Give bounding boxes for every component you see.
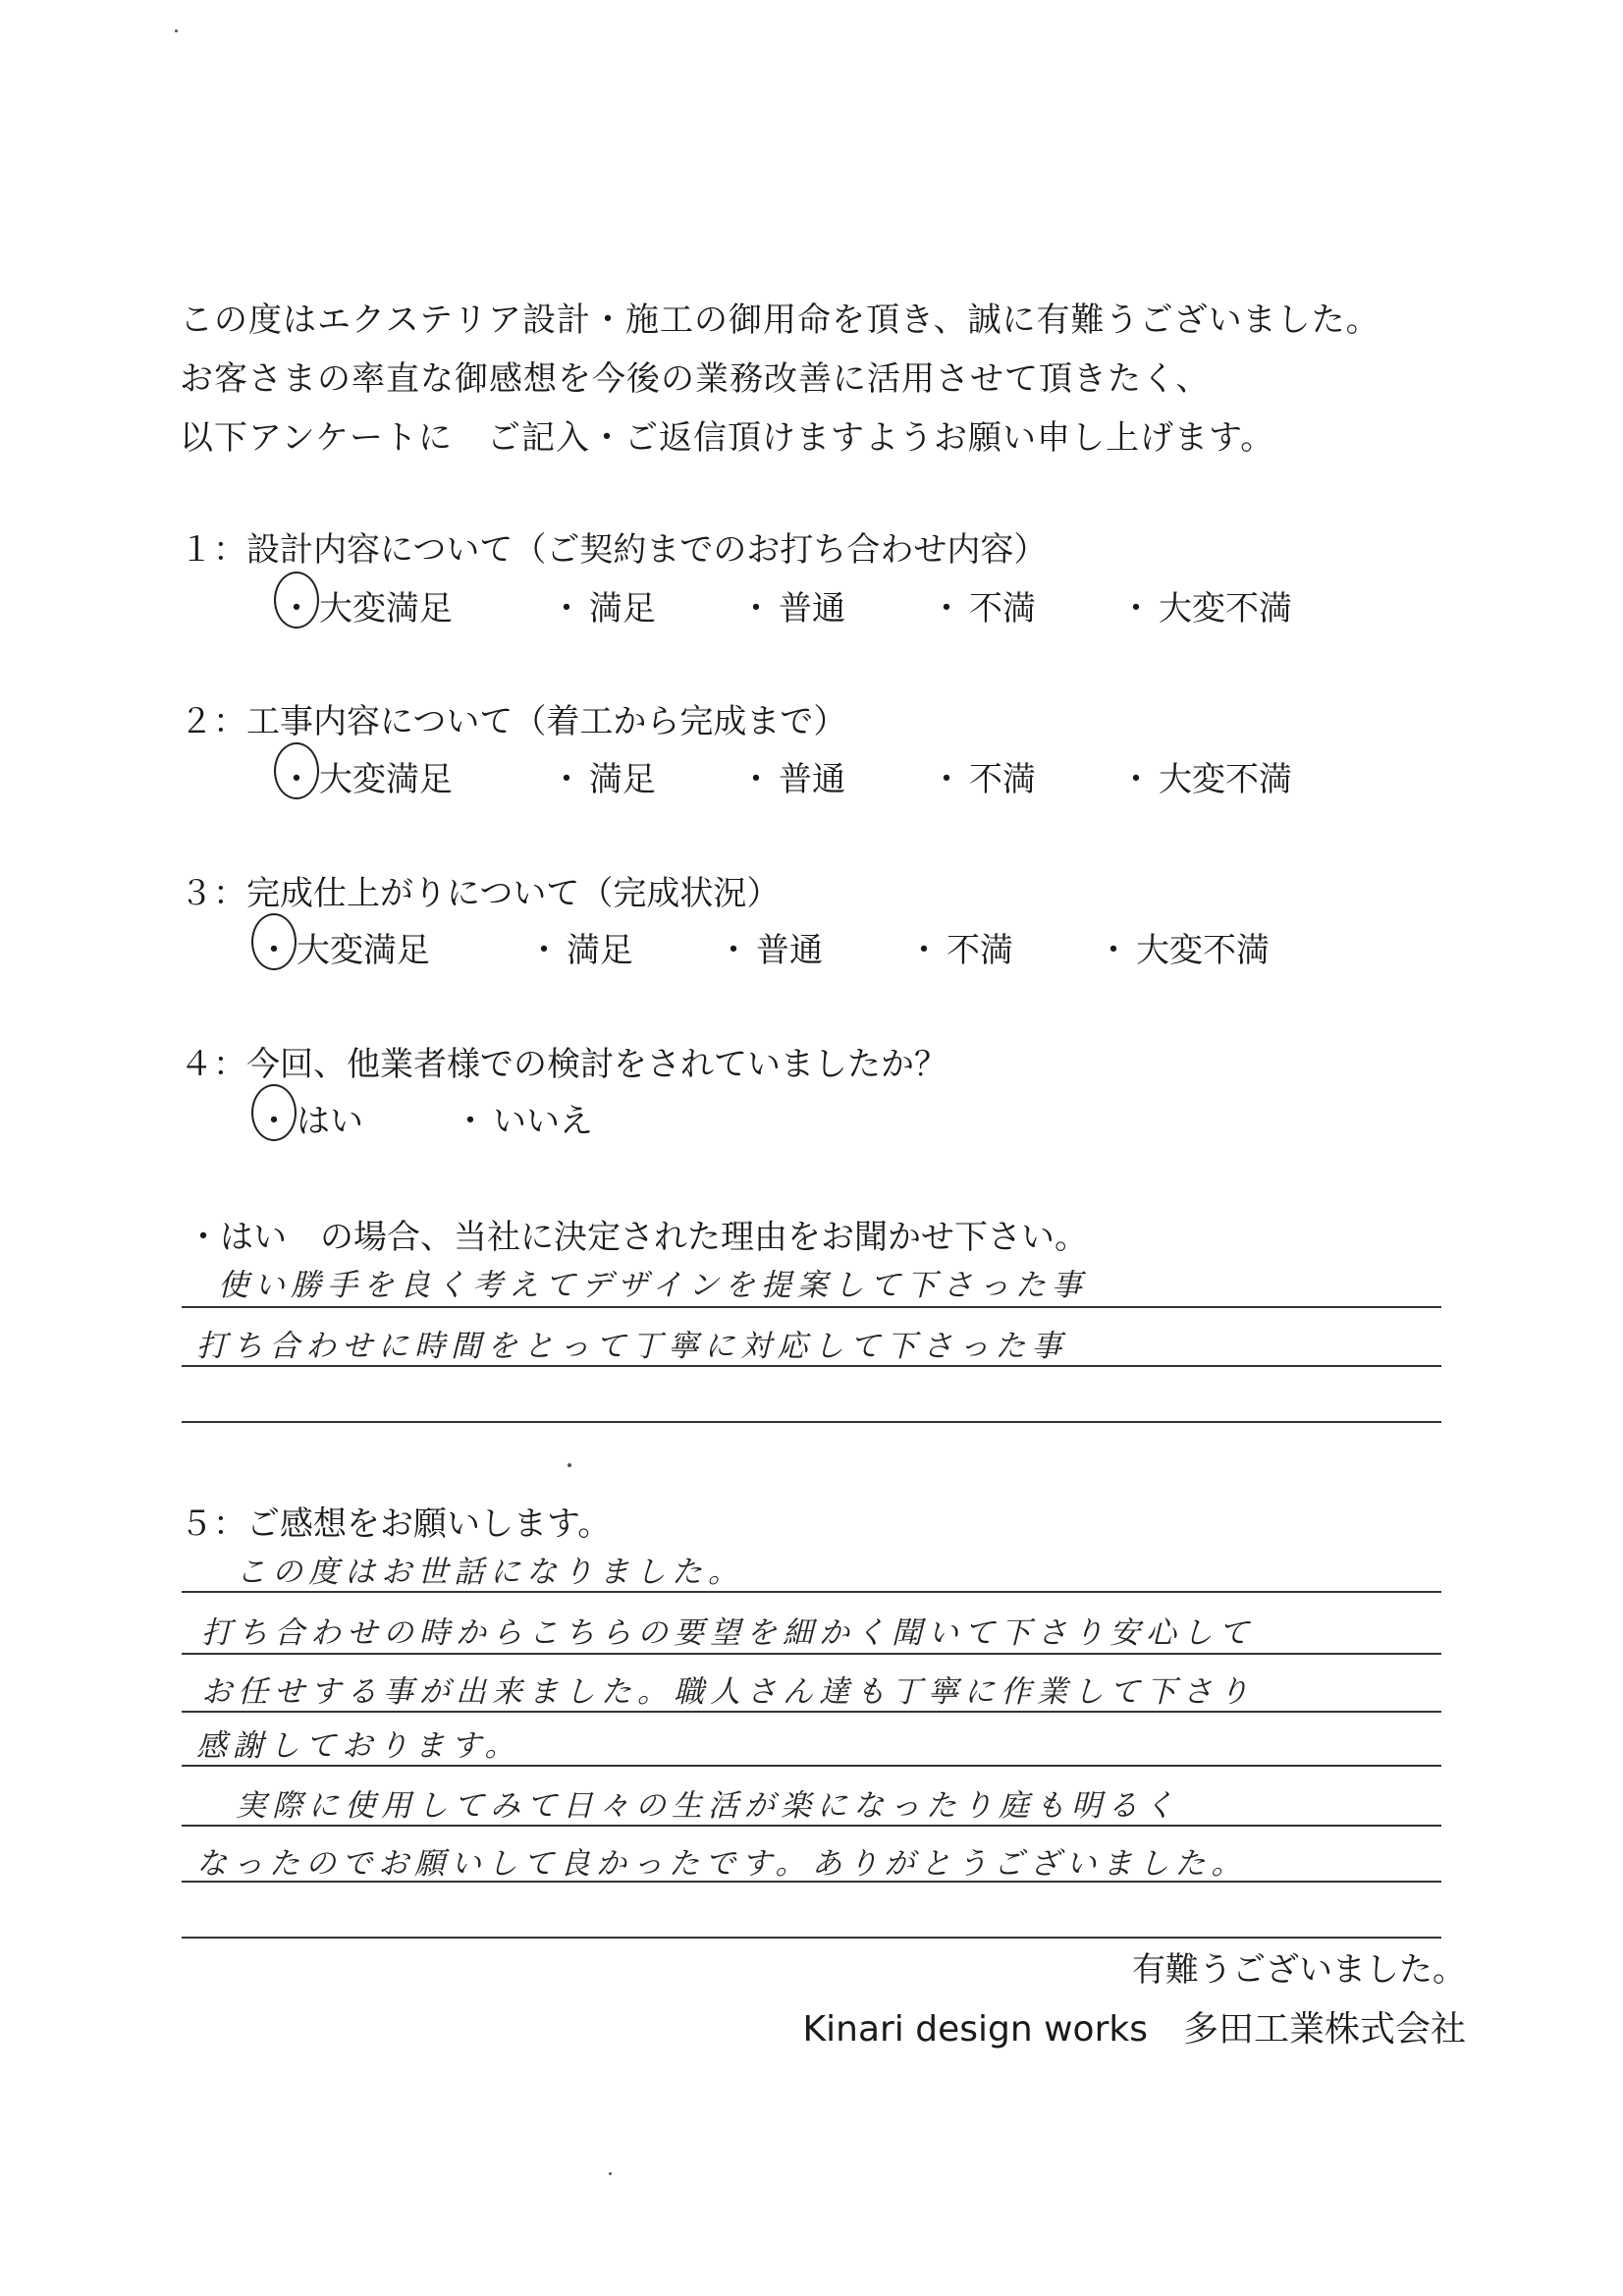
answer-line <box>182 1881 1441 1883</box>
question-3: ３：完成仕上がりについて（完成状況） <box>180 874 781 913</box>
company-name: Kinari design works 多田工業株式会社 <box>802 2009 1466 2050</box>
option-normal[interactable]: ・ 普通 <box>739 589 845 629</box>
answer-line <box>182 1421 1441 1423</box>
selected-circle <box>274 742 319 799</box>
option-normal[interactable]: ・ 普通 <box>717 931 823 970</box>
option-very-dissatisfied[interactable]: ・ 大変不満 <box>1119 760 1292 799</box>
scan-speck <box>175 29 178 32</box>
question-5: ５：ご感想をお願いします。 <box>180 1504 612 1544</box>
intro-line-2: お客さまの率直な御感想を今後の業務改善に活用させて頂きたく、 <box>180 359 1211 399</box>
option-normal[interactable]: ・ 普通 <box>739 760 845 799</box>
question-1: １：設計内容について（ご契約までのお打ち合わせ内容） <box>180 530 1048 570</box>
option-very-satisfied[interactable]: ・ 大変満足 <box>257 923 430 971</box>
scan-speck <box>568 1463 571 1467</box>
handwritten-comment-3: お任せする事が出来ました。職人さん達も丁寧に作業して下さり <box>201 1674 1255 1710</box>
answer-line <box>182 1306 1441 1308</box>
intro-line-3: 以下アンケートに ご記入・ご返信頂けますようお願い申し上げます。 <box>180 418 1275 458</box>
scan-speck <box>609 2172 612 2175</box>
option-yes[interactable]: ・ はい <box>257 1094 363 1142</box>
question-4: ４：今回、他業者様での検討をされていましたか？ <box>180 1045 947 1084</box>
option-dissatisfied[interactable]: ・ 不満 <box>930 589 1036 629</box>
intro-line-1: この度はエクステリア設計・施工の御用命を頂き、誠に有難うございました。 <box>180 301 1380 340</box>
option-dissatisfied[interactable]: ・ 不満 <box>907 931 1013 970</box>
option-very-satisfied[interactable]: ・ 大変満足 <box>280 752 453 800</box>
answer-line <box>182 1653 1441 1655</box>
handwritten-reason-2: 打ち合わせに時間をとって丁寧に対応して下さった事 <box>196 1329 1068 1364</box>
option-satisfied[interactable]: ・ 満足 <box>527 931 633 970</box>
option-very-satisfied[interactable]: ・ 大変満足 <box>280 581 453 629</box>
answer-line <box>182 1765 1441 1767</box>
option-dissatisfied[interactable]: ・ 不満 <box>930 760 1036 799</box>
handwritten-reason-1: 使い勝手を良く考えてデザインを提案して下さった事 <box>218 1268 1088 1303</box>
selected-circle <box>251 913 297 970</box>
answer-line <box>182 1711 1441 1713</box>
answer-line <box>182 1937 1441 1939</box>
question-3-options <box>257 923 1337 972</box>
question-2: ２：工事内容について（着工から完成まで） <box>180 702 847 741</box>
handwritten-comment-5: 実際に使用してみて日々の生活が楽になったり庭も明るく <box>236 1788 1180 1824</box>
answer-line <box>182 1591 1441 1593</box>
reason-prompt: ・はい の場合、当社に決定された理由をお聞かせ下さい。 <box>187 1218 1088 1257</box>
option-satisfied[interactable]: ・ 満足 <box>550 589 656 629</box>
intro-text <box>180 291 1380 467</box>
option-no[interactable]: ・ いいえ <box>454 1102 593 1141</box>
answer-line <box>182 1365 1441 1367</box>
selected-circle <box>251 1084 297 1141</box>
option-very-dissatisfied[interactable]: ・ 大変不満 <box>1097 931 1270 970</box>
handwritten-comment-6: なったのでお願いして良かったです。ありがとうございました。 <box>196 1846 1248 1882</box>
option-very-dissatisfied[interactable]: ・ 大変不満 <box>1119 589 1292 629</box>
question-1-options <box>280 581 1360 630</box>
handwritten-comment-4: 感謝しております。 <box>196 1728 521 1764</box>
option-satisfied[interactable]: ・ 満足 <box>550 760 656 799</box>
question-4-options <box>257 1094 846 1143</box>
handwritten-comment-2: 打ち合わせの時からこちらの要望を細かく聞いて下さり安心して <box>201 1615 1255 1651</box>
closing-thanks: 有難うございました。 <box>1132 1950 1466 1990</box>
handwritten-comment-1: この度はお世話になりました。 <box>236 1555 744 1590</box>
question-2-options <box>280 752 1360 801</box>
answer-line <box>182 1825 1441 1827</box>
selected-circle <box>274 572 319 629</box>
